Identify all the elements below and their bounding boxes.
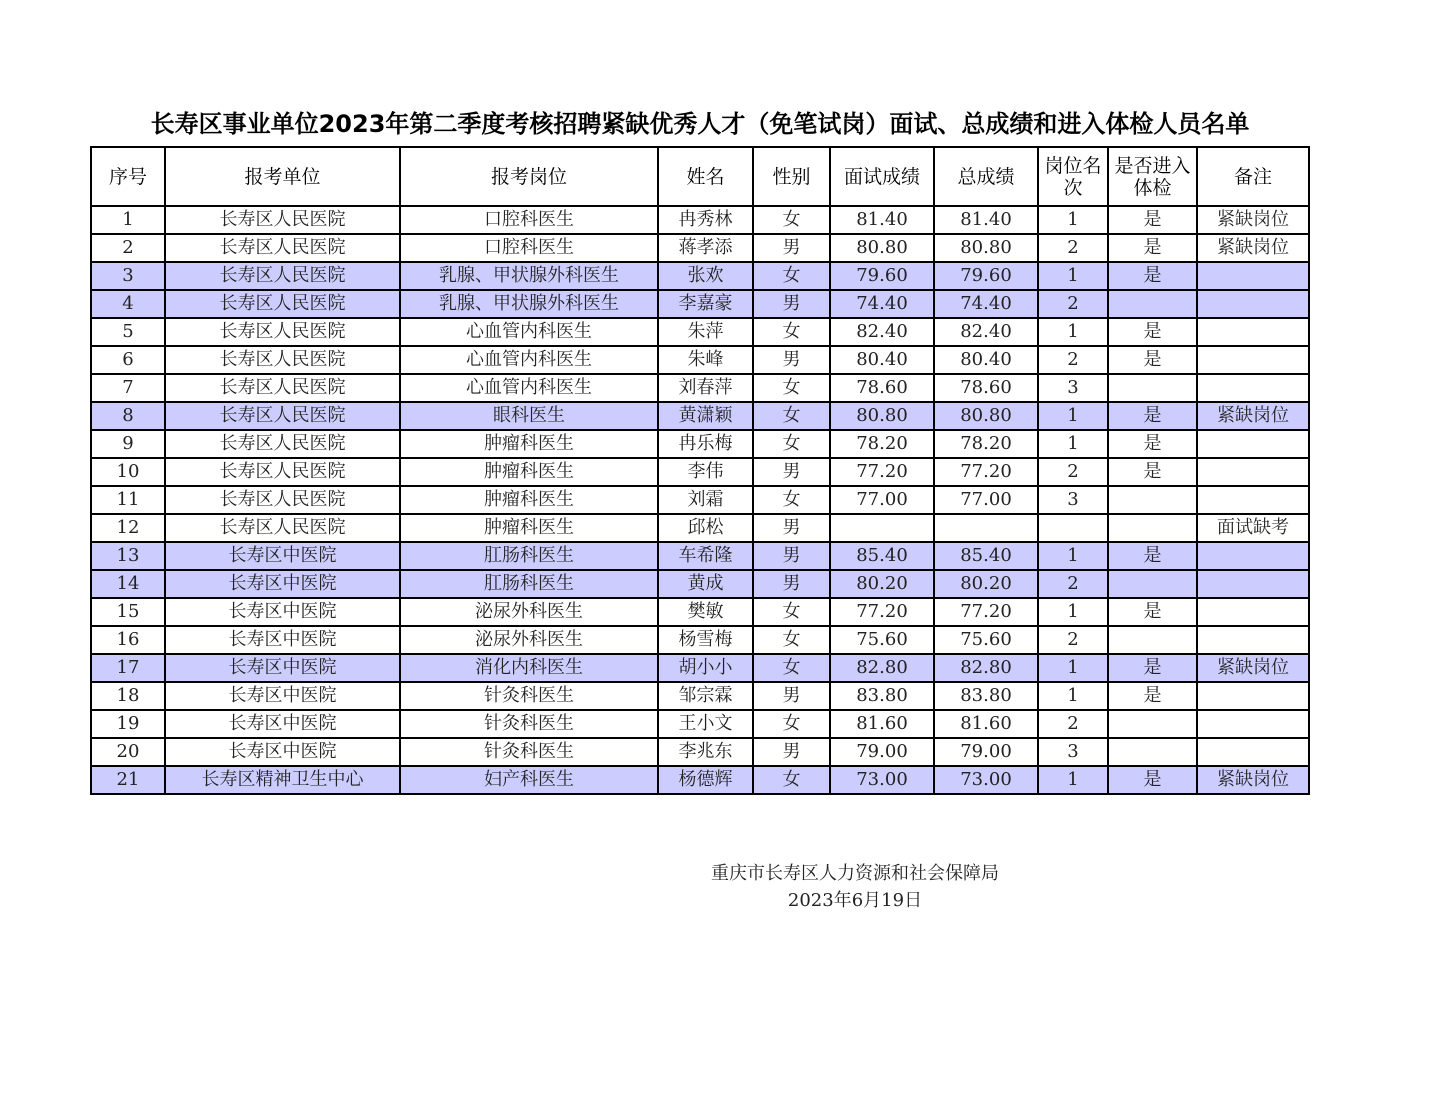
- cell-gender: 男: [753, 290, 830, 318]
- cell-gender: 女: [753, 262, 830, 290]
- cell-enter-exam: 是: [1108, 318, 1197, 346]
- cell-name: 李兆东: [658, 738, 753, 766]
- cell-post: 肿瘤科医生: [400, 458, 658, 486]
- cell-note: [1197, 430, 1309, 458]
- cell-interview-score: 82.80: [830, 654, 934, 682]
- cell-total-score: 85.40: [934, 542, 1038, 570]
- cell-name: 杨德辉: [658, 766, 753, 794]
- cell-seq: 4: [91, 290, 165, 318]
- cell-interview-score: 80.20: [830, 570, 934, 598]
- cell-post: 妇产科医生: [400, 766, 658, 794]
- cell-enter-exam: 是: [1108, 458, 1197, 486]
- cell-unit: 长寿区人民医院: [165, 346, 400, 374]
- cell-total-score: 73.00: [934, 766, 1038, 794]
- cell-total-score: 78.60: [934, 374, 1038, 402]
- cell-note: [1197, 682, 1309, 710]
- table-body: [91, 206, 1309, 794]
- cell-post-rank: 1: [1038, 542, 1108, 570]
- cell-total-score: 80.80: [934, 402, 1038, 430]
- cell-post: 肛肠科医生: [400, 542, 658, 570]
- cell-total-score: 81.60: [934, 710, 1038, 738]
- cell-seq: 17: [91, 654, 165, 682]
- cell-post: 肛肠科医生: [400, 570, 658, 598]
- cell-enter-exam: 是: [1108, 430, 1197, 458]
- cell-name: 邹宗霖: [658, 682, 753, 710]
- cell-seq: 16: [91, 626, 165, 654]
- cell-post-rank: 1: [1038, 682, 1108, 710]
- table-row: [91, 598, 1309, 626]
- results-table: [90, 146, 1310, 795]
- cell-gender: 女: [753, 626, 830, 654]
- cell-post: 泌尿外科医生: [400, 626, 658, 654]
- cell-interview-score: 77.20: [830, 598, 934, 626]
- cell-seq: 5: [91, 318, 165, 346]
- cell-unit: 长寿区中医院: [165, 542, 400, 570]
- cell-post: 针灸科医生: [400, 738, 658, 766]
- cell-seq: 8: [91, 402, 165, 430]
- cell-post-rank: 1: [1038, 318, 1108, 346]
- table-row: [91, 542, 1309, 570]
- table-row: [91, 710, 1309, 738]
- cell-enter-exam: [1108, 514, 1197, 542]
- cell-total-score: [934, 514, 1038, 542]
- cell-name: 黄潇颖: [658, 402, 753, 430]
- cell-post-rank: [1038, 514, 1108, 542]
- table-row: [91, 654, 1309, 682]
- cell-enter-exam: [1108, 290, 1197, 318]
- cell-post: 肿瘤科医生: [400, 430, 658, 458]
- cell-seq: 18: [91, 682, 165, 710]
- header-post: 报考岗位: [400, 147, 658, 206]
- cell-unit: 长寿区人民医院: [165, 206, 400, 234]
- issue-date: 2023年6月19日: [787, 890, 923, 911]
- header-seq: 序号: [91, 147, 165, 206]
- table-row: [91, 486, 1309, 514]
- cell-interview-score: 78.20: [830, 430, 934, 458]
- header-note: 备注: [1197, 147, 1309, 206]
- cell-name: 胡小小: [658, 654, 753, 682]
- cell-enter-exam: 是: [1108, 766, 1197, 794]
- cell-unit: 长寿区人民医院: [165, 402, 400, 430]
- cell-enter-exam: 是: [1108, 402, 1197, 430]
- cell-interview-score: 73.00: [830, 766, 934, 794]
- cell-gender: 女: [753, 598, 830, 626]
- cell-unit: 长寿区人民医院: [165, 486, 400, 514]
- cell-post-rank: 2: [1038, 626, 1108, 654]
- table-row: [91, 570, 1309, 598]
- cell-note: 紧缺岗位: [1197, 402, 1309, 430]
- cell-post-rank: 3: [1038, 374, 1108, 402]
- cell-seq: 21: [91, 766, 165, 794]
- cell-name: 刘霜: [658, 486, 753, 514]
- cell-unit: 长寿区人民医院: [165, 318, 400, 346]
- cell-post-rank: 2: [1038, 710, 1108, 738]
- cell-interview-score: 75.60: [830, 626, 934, 654]
- cell-gender: 男: [753, 542, 830, 570]
- cell-post-rank: 1: [1038, 262, 1108, 290]
- cell-interview-score: 79.60: [830, 262, 934, 290]
- cell-enter-exam: [1108, 486, 1197, 514]
- cell-unit: 长寿区人民医院: [165, 234, 400, 262]
- cell-note: [1197, 346, 1309, 374]
- cell-total-score: 77.20: [934, 458, 1038, 486]
- cell-seq: 14: [91, 570, 165, 598]
- cell-note: 面试缺考: [1197, 514, 1309, 542]
- table-row: [91, 514, 1309, 542]
- cell-seq: 10: [91, 458, 165, 486]
- cell-note: [1197, 374, 1309, 402]
- cell-post: 消化内科医生: [400, 654, 658, 682]
- cell-name: 李嘉豪: [658, 290, 753, 318]
- cell-enter-exam: 是: [1108, 598, 1197, 626]
- cell-enter-exam: 是: [1108, 654, 1197, 682]
- cell-enter-exam: [1108, 710, 1197, 738]
- cell-total-score: 80.80: [934, 234, 1038, 262]
- cell-post-rank: 1: [1038, 766, 1108, 794]
- cell-post: 乳腺、甲状腺外科医生: [400, 290, 658, 318]
- cell-name: 朱峰: [658, 346, 753, 374]
- table-row: [91, 318, 1309, 346]
- cell-gender: 女: [753, 402, 830, 430]
- cell-enter-exam: [1108, 738, 1197, 766]
- table-row: [91, 346, 1309, 374]
- table-row: [91, 626, 1309, 654]
- header-name: 姓名: [658, 147, 753, 206]
- cell-enter-exam: 是: [1108, 234, 1197, 262]
- cell-unit: 长寿区人民医院: [165, 262, 400, 290]
- table-row: [91, 262, 1309, 290]
- cell-unit: 长寿区人民医院: [165, 430, 400, 458]
- cell-gender: 女: [753, 318, 830, 346]
- table-header-row: [91, 147, 1309, 206]
- header-unit: 报考单位: [165, 147, 400, 206]
- header-total-score: 总成绩: [934, 147, 1038, 206]
- cell-seq: 2: [91, 234, 165, 262]
- cell-seq: 12: [91, 514, 165, 542]
- cell-unit: 长寿区中医院: [165, 738, 400, 766]
- cell-unit: 长寿区中医院: [165, 570, 400, 598]
- cell-unit: 长寿区中医院: [165, 626, 400, 654]
- cell-name: 王小文: [658, 710, 753, 738]
- cell-interview-score: [830, 514, 934, 542]
- cell-total-score: 80.40: [934, 346, 1038, 374]
- cell-note: [1197, 318, 1309, 346]
- table-row: [91, 290, 1309, 318]
- cell-enter-exam: 是: [1108, 206, 1197, 234]
- issuer-text: 重庆市长寿区人力资源和社会保障局: [711, 863, 999, 884]
- cell-total-score: 80.20: [934, 570, 1038, 598]
- cell-post: 眼科医生: [400, 402, 658, 430]
- cell-post: 针灸科医生: [400, 682, 658, 710]
- cell-interview-score: 83.80: [830, 682, 934, 710]
- cell-interview-score: 78.60: [830, 374, 934, 402]
- cell-gender: 女: [753, 710, 830, 738]
- cell-name: 邱松: [658, 514, 753, 542]
- cell-name: 朱萍: [658, 318, 753, 346]
- cell-post: 泌尿外科医生: [400, 598, 658, 626]
- cell-seq: 7: [91, 374, 165, 402]
- cell-post-rank: 1: [1038, 402, 1108, 430]
- cell-interview-score: 79.00: [830, 738, 934, 766]
- cell-post-rank: 1: [1038, 598, 1108, 626]
- cell-interview-score: 77.20: [830, 458, 934, 486]
- cell-note: 紧缺岗位: [1197, 234, 1309, 262]
- cell-post: 口腔科医生: [400, 234, 658, 262]
- cell-note: [1197, 738, 1309, 766]
- header-gender: 性别: [753, 147, 830, 206]
- cell-note: [1197, 486, 1309, 514]
- cell-gender: 女: [753, 486, 830, 514]
- cell-post-rank: 1: [1038, 654, 1108, 682]
- cell-gender: 女: [753, 766, 830, 794]
- cell-post-rank: 3: [1038, 486, 1108, 514]
- cell-seq: 13: [91, 542, 165, 570]
- cell-name: 樊敏: [658, 598, 753, 626]
- cell-unit: 长寿区中医院: [165, 654, 400, 682]
- cell-name: 冉秀林: [658, 206, 753, 234]
- cell-gender: 男: [753, 458, 830, 486]
- cell-gender: 女: [753, 374, 830, 402]
- cell-name: 李伟: [658, 458, 753, 486]
- cell-gender: 女: [753, 654, 830, 682]
- cell-seq: 11: [91, 486, 165, 514]
- cell-note: [1197, 570, 1309, 598]
- table-row: [91, 374, 1309, 402]
- cell-enter-exam: 是: [1108, 682, 1197, 710]
- cell-post-rank: 3: [1038, 738, 1108, 766]
- cell-note: 紧缺岗位: [1197, 206, 1309, 234]
- cell-interview-score: 80.80: [830, 234, 934, 262]
- cell-gender: 男: [753, 738, 830, 766]
- cell-seq: 20: [91, 738, 165, 766]
- page-title: 长寿区事业单位2023年第二季度考核招聘紧缺优秀人才（免笔试岗）面试、总成绩和进入体检人员名单: [150, 110, 1250, 138]
- cell-total-score: 82.80: [934, 654, 1038, 682]
- cell-total-score: 74.40: [934, 290, 1038, 318]
- cell-name: 蒋孝添: [658, 234, 753, 262]
- table-row: [91, 738, 1309, 766]
- cell-unit: 长寿区中医院: [165, 682, 400, 710]
- cell-post: 心血管内科医生: [400, 346, 658, 374]
- cell-name: 车希隆: [658, 542, 753, 570]
- cell-post: 口腔科医生: [400, 206, 658, 234]
- cell-seq: 6: [91, 346, 165, 374]
- cell-post-rank: 2: [1038, 346, 1108, 374]
- cell-seq: 9: [91, 430, 165, 458]
- cell-unit: 长寿区精神卫生中心: [165, 766, 400, 794]
- cell-interview-score: 80.80: [830, 402, 934, 430]
- cell-interview-score: 74.40: [830, 290, 934, 318]
- cell-total-score: 79.60: [934, 262, 1038, 290]
- cell-post: 心血管内科医生: [400, 318, 658, 346]
- cell-name: 黄成: [658, 570, 753, 598]
- cell-post-rank: 1: [1038, 206, 1108, 234]
- cell-post-rank: 1: [1038, 430, 1108, 458]
- cell-gender: 男: [753, 234, 830, 262]
- table-row: [91, 402, 1309, 430]
- cell-seq: 19: [91, 710, 165, 738]
- cell-unit: 长寿区中医院: [165, 598, 400, 626]
- cell-enter-exam: 是: [1108, 262, 1197, 290]
- cell-seq: 15: [91, 598, 165, 626]
- cell-total-score: 83.80: [934, 682, 1038, 710]
- cell-total-score: 78.20: [934, 430, 1038, 458]
- cell-enter-exam: [1108, 374, 1197, 402]
- cell-seq: 1: [91, 206, 165, 234]
- table-row: [91, 234, 1309, 262]
- header-enter-exam: 是否进入体检: [1108, 147, 1197, 206]
- cell-enter-exam: 是: [1108, 346, 1197, 374]
- cell-interview-score: 82.40: [830, 318, 934, 346]
- cell-note: [1197, 458, 1309, 486]
- cell-total-score: 77.00: [934, 486, 1038, 514]
- cell-post: 心血管内科医生: [400, 374, 658, 402]
- cell-gender: 男: [753, 346, 830, 374]
- cell-unit: 长寿区人民医院: [165, 458, 400, 486]
- cell-unit: 长寿区人民医院: [165, 290, 400, 318]
- cell-note: [1197, 262, 1309, 290]
- cell-name: 刘春萍: [658, 374, 753, 402]
- cell-note: [1197, 626, 1309, 654]
- table-row: [91, 766, 1309, 794]
- cell-post-rank: 2: [1038, 290, 1108, 318]
- header-interview-score: 面试成绩: [830, 147, 934, 206]
- cell-enter-exam: [1108, 626, 1197, 654]
- cell-post: 肿瘤科医生: [400, 486, 658, 514]
- table-row: [91, 458, 1309, 486]
- header-post-rank: 岗位名次: [1038, 147, 1108, 206]
- cell-unit: 长寿区人民医院: [165, 514, 400, 542]
- cell-post: 肿瘤科医生: [400, 514, 658, 542]
- cell-interview-score: 81.40: [830, 206, 934, 234]
- cell-gender: 男: [753, 570, 830, 598]
- cell-interview-score: 85.40: [830, 542, 934, 570]
- cell-post: 针灸科医生: [400, 710, 658, 738]
- cell-note: [1197, 598, 1309, 626]
- cell-name: 杨雪梅: [658, 626, 753, 654]
- cell-total-score: 82.40: [934, 318, 1038, 346]
- cell-enter-exam: [1108, 570, 1197, 598]
- table-row: [91, 430, 1309, 458]
- cell-note: 紧缺岗位: [1197, 654, 1309, 682]
- cell-note: [1197, 710, 1309, 738]
- cell-total-score: 77.20: [934, 598, 1038, 626]
- cell-interview-score: 81.60: [830, 710, 934, 738]
- table-row: [91, 206, 1309, 234]
- cell-interview-score: 77.00: [830, 486, 934, 514]
- cell-total-score: 79.00: [934, 738, 1038, 766]
- cell-gender: 男: [753, 514, 830, 542]
- cell-name: 冉乐梅: [658, 430, 753, 458]
- cell-gender: 女: [753, 430, 830, 458]
- cell-gender: 男: [753, 682, 830, 710]
- cell-total-score: 81.40: [934, 206, 1038, 234]
- cell-unit: 长寿区中医院: [165, 710, 400, 738]
- cell-post-rank: 2: [1038, 570, 1108, 598]
- cell-total-score: 75.60: [934, 626, 1038, 654]
- cell-seq: 3: [91, 262, 165, 290]
- cell-enter-exam: 是: [1108, 542, 1197, 570]
- cell-post-rank: 2: [1038, 234, 1108, 262]
- cell-post-rank: 2: [1038, 458, 1108, 486]
- cell-post: 乳腺、甲状腺外科医生: [400, 262, 658, 290]
- cell-note: [1197, 542, 1309, 570]
- table-row: [91, 682, 1309, 710]
- cell-gender: 女: [753, 206, 830, 234]
- cell-unit: 长寿区人民医院: [165, 374, 400, 402]
- cell-name: 张欢: [658, 262, 753, 290]
- cell-note: 紧缺岗位: [1197, 766, 1309, 794]
- cell-note: [1197, 290, 1309, 318]
- cell-interview-score: 80.40: [830, 346, 934, 374]
